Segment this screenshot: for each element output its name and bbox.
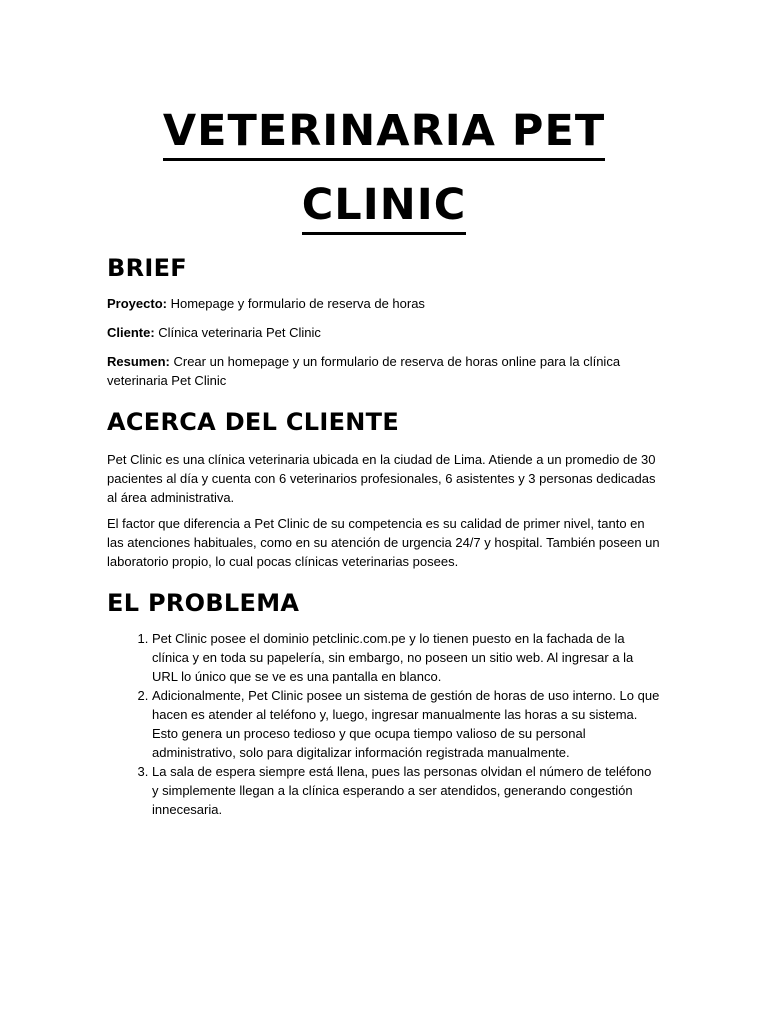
brief-heading: BRIEF (107, 254, 187, 282)
brief-value: Crear un homepage y un formulario de reserva de horas online para la clínica veterinaria Pet Clinic (107, 354, 621, 388)
brief-value: Clínica veterinaria Pet Clinic (154, 325, 321, 340)
brief-value: Homepage y formulario de reserva de horas (166, 296, 425, 311)
brief-label: Cliente: (107, 325, 155, 340)
brief-cliente (107, 323, 661, 342)
acerca-heading: ACERCA DEL CLIENTE (107, 408, 400, 436)
title-line-2: CLINIC (302, 178, 467, 235)
brief-section (107, 294, 661, 390)
problema-item-1: 1. Pet Clinic posee el dominio petclinic.com.pe y lo tienen puesto en la fachada de la clínica y en toda su papelería, sin embargo, no poseen un sitio web. Al ingresar a la URL lo único que se ve es una pantalla en blanco. (152, 629, 661, 686)
acerca-paragraph-2: El factor que diferencia a Pet Clinic de su competencia es su calidad de primer nivel, tanto en las atenciones habituales, como en su atención de urgencia 24/7 y hospital. También poseen un laboratorio propio, lo cual pocas clínicas veterinarias posees. (107, 516, 660, 569)
document-title (107, 0, 661, 242)
acerca-section (107, 450, 661, 571)
title-line-1: VETERINARIA PET (163, 104, 605, 161)
brief-proyecto (107, 294, 661, 313)
brief-label: Resumen: (107, 354, 170, 369)
problema-list (107, 629, 661, 819)
problema-heading: EL PROBLEMA (107, 589, 300, 617)
problema-item-2: 2. Adicionalmente, Pet Clinic posee un sistema de gestión de horas de uso interno. Lo que hacen es atender al teléfono y, luego, ingresar manualmente las horas a su sistema. Esto genera un proceso tedioso y que ocupa tiempo valioso de su personal administrativo, solo para digitalizar información registrada manualmente. (152, 686, 661, 762)
problema-item-3: 3. La sala de espera siempre está llena, pues las personas olvidan el número de teléfono y simplemente llegan a la clínica esperando a ser atendidos, generando congestión innecesaria. (152, 762, 661, 819)
brief-label: Proyecto: (107, 296, 167, 311)
acerca-paragraph-1: Pet Clinic es una clínica veterinaria ubicada en la ciudad de Lima. Atiende a un promedio de 30 pacientes al día y cuenta con 6 veterinarios profesionales, 6 asistentes y 3 personas dedicadas al área administrativa. (107, 452, 656, 505)
brief-resumen (107, 352, 661, 390)
